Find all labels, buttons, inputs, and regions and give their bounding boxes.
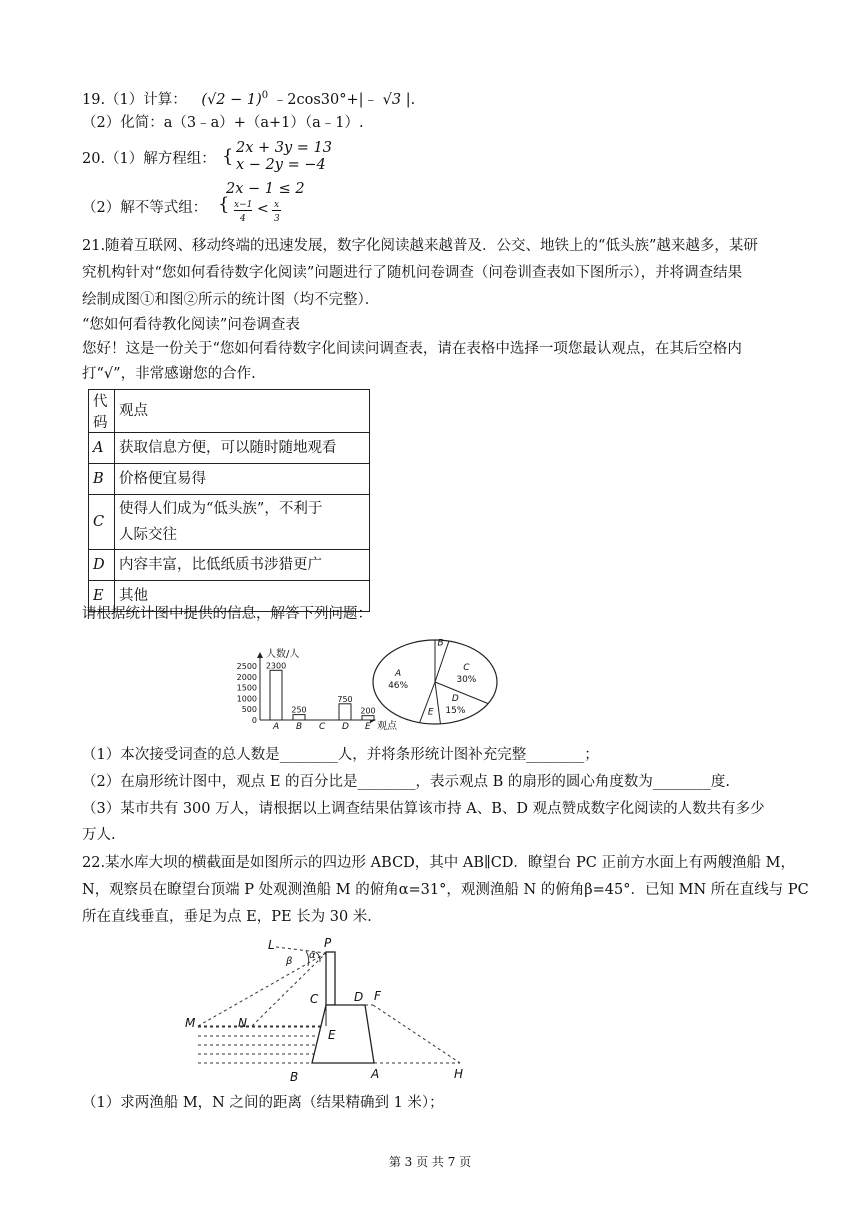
label-beta: β bbox=[286, 956, 293, 967]
table-cell-code: B bbox=[89, 464, 115, 495]
q21-survey-title: “您如何看待教化阅读”问卷调查表 bbox=[82, 317, 300, 333]
x-tick-label: B bbox=[296, 722, 303, 732]
pie-chart bbox=[368, 634, 502, 730]
q20-frac-left-den: 4 bbox=[240, 214, 246, 224]
bar-value-label: 250 bbox=[291, 705, 307, 715]
pie-slice-label: E bbox=[427, 707, 434, 718]
table-cell-code: D bbox=[89, 550, 115, 581]
x-axis-label: 观点 bbox=[377, 721, 397, 732]
q22-intro-3: 所在直线垂直，垂足为点 E，PE 长为 30 米． bbox=[82, 909, 382, 925]
x-tick-label: E bbox=[365, 722, 371, 732]
q19-part1 bbox=[82, 86, 415, 110]
x-tick-label: A bbox=[273, 722, 280, 732]
q20-less-than: < bbox=[257, 201, 269, 217]
table-row bbox=[89, 433, 370, 464]
q21-survey-desc-2: 打“√”，非常感谢您的合作. bbox=[82, 366, 256, 382]
table-cell-code: A bbox=[89, 433, 115, 464]
q19-expr-a: (√2 − 1) bbox=[201, 91, 262, 108]
label-p: P bbox=[324, 936, 332, 950]
table-row bbox=[89, 550, 370, 581]
label-alpha: α bbox=[309, 950, 316, 961]
table-cell-view bbox=[115, 495, 370, 550]
pie-slice-label: C bbox=[463, 662, 470, 673]
table-row bbox=[89, 495, 370, 550]
table-cell-view: 获取信息方便，可以随时随地观看 bbox=[115, 433, 370, 464]
q21-question-3-line-2: 万人. bbox=[82, 827, 116, 843]
table-cell-code: E bbox=[89, 581, 115, 612]
bar-chart bbox=[224, 640, 397, 736]
label-h: H bbox=[454, 1067, 464, 1081]
q20-equation-system bbox=[222, 140, 332, 174]
q20-inequality-system bbox=[218, 181, 305, 224]
y-tick-label: 1500 bbox=[236, 683, 257, 693]
pie-slice-label: A bbox=[395, 668, 402, 679]
q20-frac-right-num: x bbox=[274, 200, 280, 210]
bar bbox=[270, 670, 282, 720]
q22-intro-2: N，观察员在瞭望台顶端 P 处观测渔船 M 的俯角α=31°，观测渔船 N 的俯角β=45°．已知 MN 所在直线与 PC bbox=[82, 882, 809, 898]
q20-frac-left-num: x−1 bbox=[234, 200, 253, 210]
label-f: F bbox=[374, 989, 381, 1003]
y-tick-label: 500 bbox=[241, 705, 257, 715]
label-m: M bbox=[185, 1016, 196, 1030]
label-e: E bbox=[328, 1028, 336, 1042]
q21-question-2: （2）在扇形统计图中，观点 E 的百分比是________，表示观点 B 的扇形的圆心角度数为________度. bbox=[82, 774, 731, 790]
q19-expr-b: ﹣2cos30°+|﹣ bbox=[268, 91, 383, 108]
table-cell-view-line-1: 使得人们成为“低头族”，不利于 bbox=[119, 501, 323, 517]
q20-brace: { bbox=[222, 146, 234, 167]
table-cell-view-line-2: 人际交往 bbox=[119, 527, 177, 543]
q20-equation-2: x − 2y = −4 bbox=[236, 157, 326, 173]
y-axis-arrow bbox=[257, 652, 263, 658]
line-fh bbox=[373, 1005, 460, 1063]
x-tick-label: C bbox=[319, 722, 326, 732]
bar-value-label: 750 bbox=[337, 694, 353, 704]
pie-slice-value: 30% bbox=[456, 674, 477, 685]
y-axis-label: 人数/人 bbox=[266, 649, 300, 660]
q21-prompt: 请根据统计图中提供的信息，解答下列问题： bbox=[82, 606, 372, 622]
q20-frac-right-den: 3 bbox=[274, 214, 280, 224]
q20-brace-2: { bbox=[218, 194, 230, 215]
q20-inequality-1: 2x − 1 ≤ 2 bbox=[226, 181, 305, 197]
table-cell-view: 价格便宜易得 bbox=[115, 464, 370, 495]
dam-geometry-figure bbox=[180, 935, 480, 1085]
label-a: A bbox=[371, 1067, 380, 1081]
q21-intro-3: 绘制成图①和图②所示的统计图（均不完整）． bbox=[82, 292, 380, 308]
q19-expr-d: |. bbox=[401, 91, 416, 108]
pie-slice-value: 15% bbox=[445, 706, 466, 717]
table-cell-view: 其他 bbox=[115, 581, 370, 612]
y-tick-label: 2000 bbox=[236, 672, 257, 682]
q19-expr-c: √3 bbox=[382, 91, 402, 108]
q21-question-1: （1）本次接受词查的总人数是________人，并将条形统计图补充完整________； bbox=[82, 747, 599, 763]
label-b: B bbox=[290, 1070, 299, 1084]
y-tick-label: 1000 bbox=[236, 694, 257, 704]
q20-equation-1: 2x + 3y = 13 bbox=[236, 140, 333, 156]
pie-slice-label: D bbox=[451, 694, 459, 705]
q19-part1-label: 19.（1）计算： bbox=[82, 91, 187, 108]
table-cell-code: C bbox=[89, 495, 115, 550]
dam-trapezoid bbox=[312, 1005, 374, 1063]
y-tick-label: 0 bbox=[251, 716, 257, 725]
q20-inequality-2 bbox=[234, 198, 294, 224]
table-row bbox=[89, 464, 370, 495]
q21-intro-2: 究机构针对“您如何看待数字化阅读”问题进行了随机问卷调查（问卷训查表如下图所示），并将调查结果 bbox=[82, 265, 743, 281]
table-header-code: 代码 bbox=[89, 390, 115, 433]
label-d: D bbox=[354, 990, 364, 1004]
x-tick-label: D bbox=[342, 722, 349, 732]
q21-survey-desc-1: 您好！这是一份关于“您如何看待数字化间读问调查表，请在表格中选择一项您最认观点，在其后空格内 bbox=[82, 341, 742, 357]
bar bbox=[339, 704, 351, 720]
tower-pc bbox=[326, 952, 335, 1005]
bar bbox=[293, 715, 305, 720]
label-l: L bbox=[268, 938, 275, 952]
q22-question-1: （1）求两渔船 M，N 之间的距离（结果精确到 1 米）； bbox=[82, 1095, 444, 1111]
q22-intro-1: 22.某水库大坝的横截面是如图所示的四边形 ABCD，其中 AB∥CD．瞭望台 PC 正前方水面上有两艘渔船 M， bbox=[82, 855, 795, 871]
q20-part2-label: （2）解不等式组： bbox=[82, 200, 208, 216]
y-tick-label: 2500 bbox=[236, 662, 257, 671]
page-footer: 第 3 页 共 7 页 bbox=[388, 1155, 472, 1169]
pie-slice-label: B bbox=[437, 638, 444, 649]
bar-value-label: 2300 bbox=[265, 661, 287, 671]
pie-slice-value: 46% bbox=[388, 680, 409, 691]
table-cell-view: 内容丰富，比低纸质书涉猎更广 bbox=[115, 550, 370, 581]
table-header-row bbox=[89, 390, 370, 433]
bar-value-label: 200 bbox=[360, 706, 376, 716]
sight-line-pm bbox=[198, 953, 326, 1026]
table-header-view: 观点 bbox=[115, 390, 370, 433]
label-c: C bbox=[310, 992, 319, 1006]
label-n: N bbox=[238, 1016, 247, 1030]
horizontal-line-pl bbox=[276, 947, 326, 953]
q21-question-3-line-1: （3）某市共有 300 万人，请根据以上调查结果估算该市持 A、B、D 观点赞成数字化阅读的人数共有多少 bbox=[82, 801, 765, 817]
q20-part1-label: 20.（1）解方程组： bbox=[82, 151, 216, 167]
q21-intro-1: 21.随着互联网、移动终端的迅速发展，数字化阅读越来越普及．公交、地铁上的“低头族”越来越多，某研 bbox=[82, 238, 758, 254]
q19-exponent: 0 bbox=[261, 90, 269, 101]
survey-table bbox=[88, 389, 370, 612]
q19-part2: （2）化简：a（3﹣a）+（a+1）（a﹣1）. bbox=[82, 115, 364, 131]
